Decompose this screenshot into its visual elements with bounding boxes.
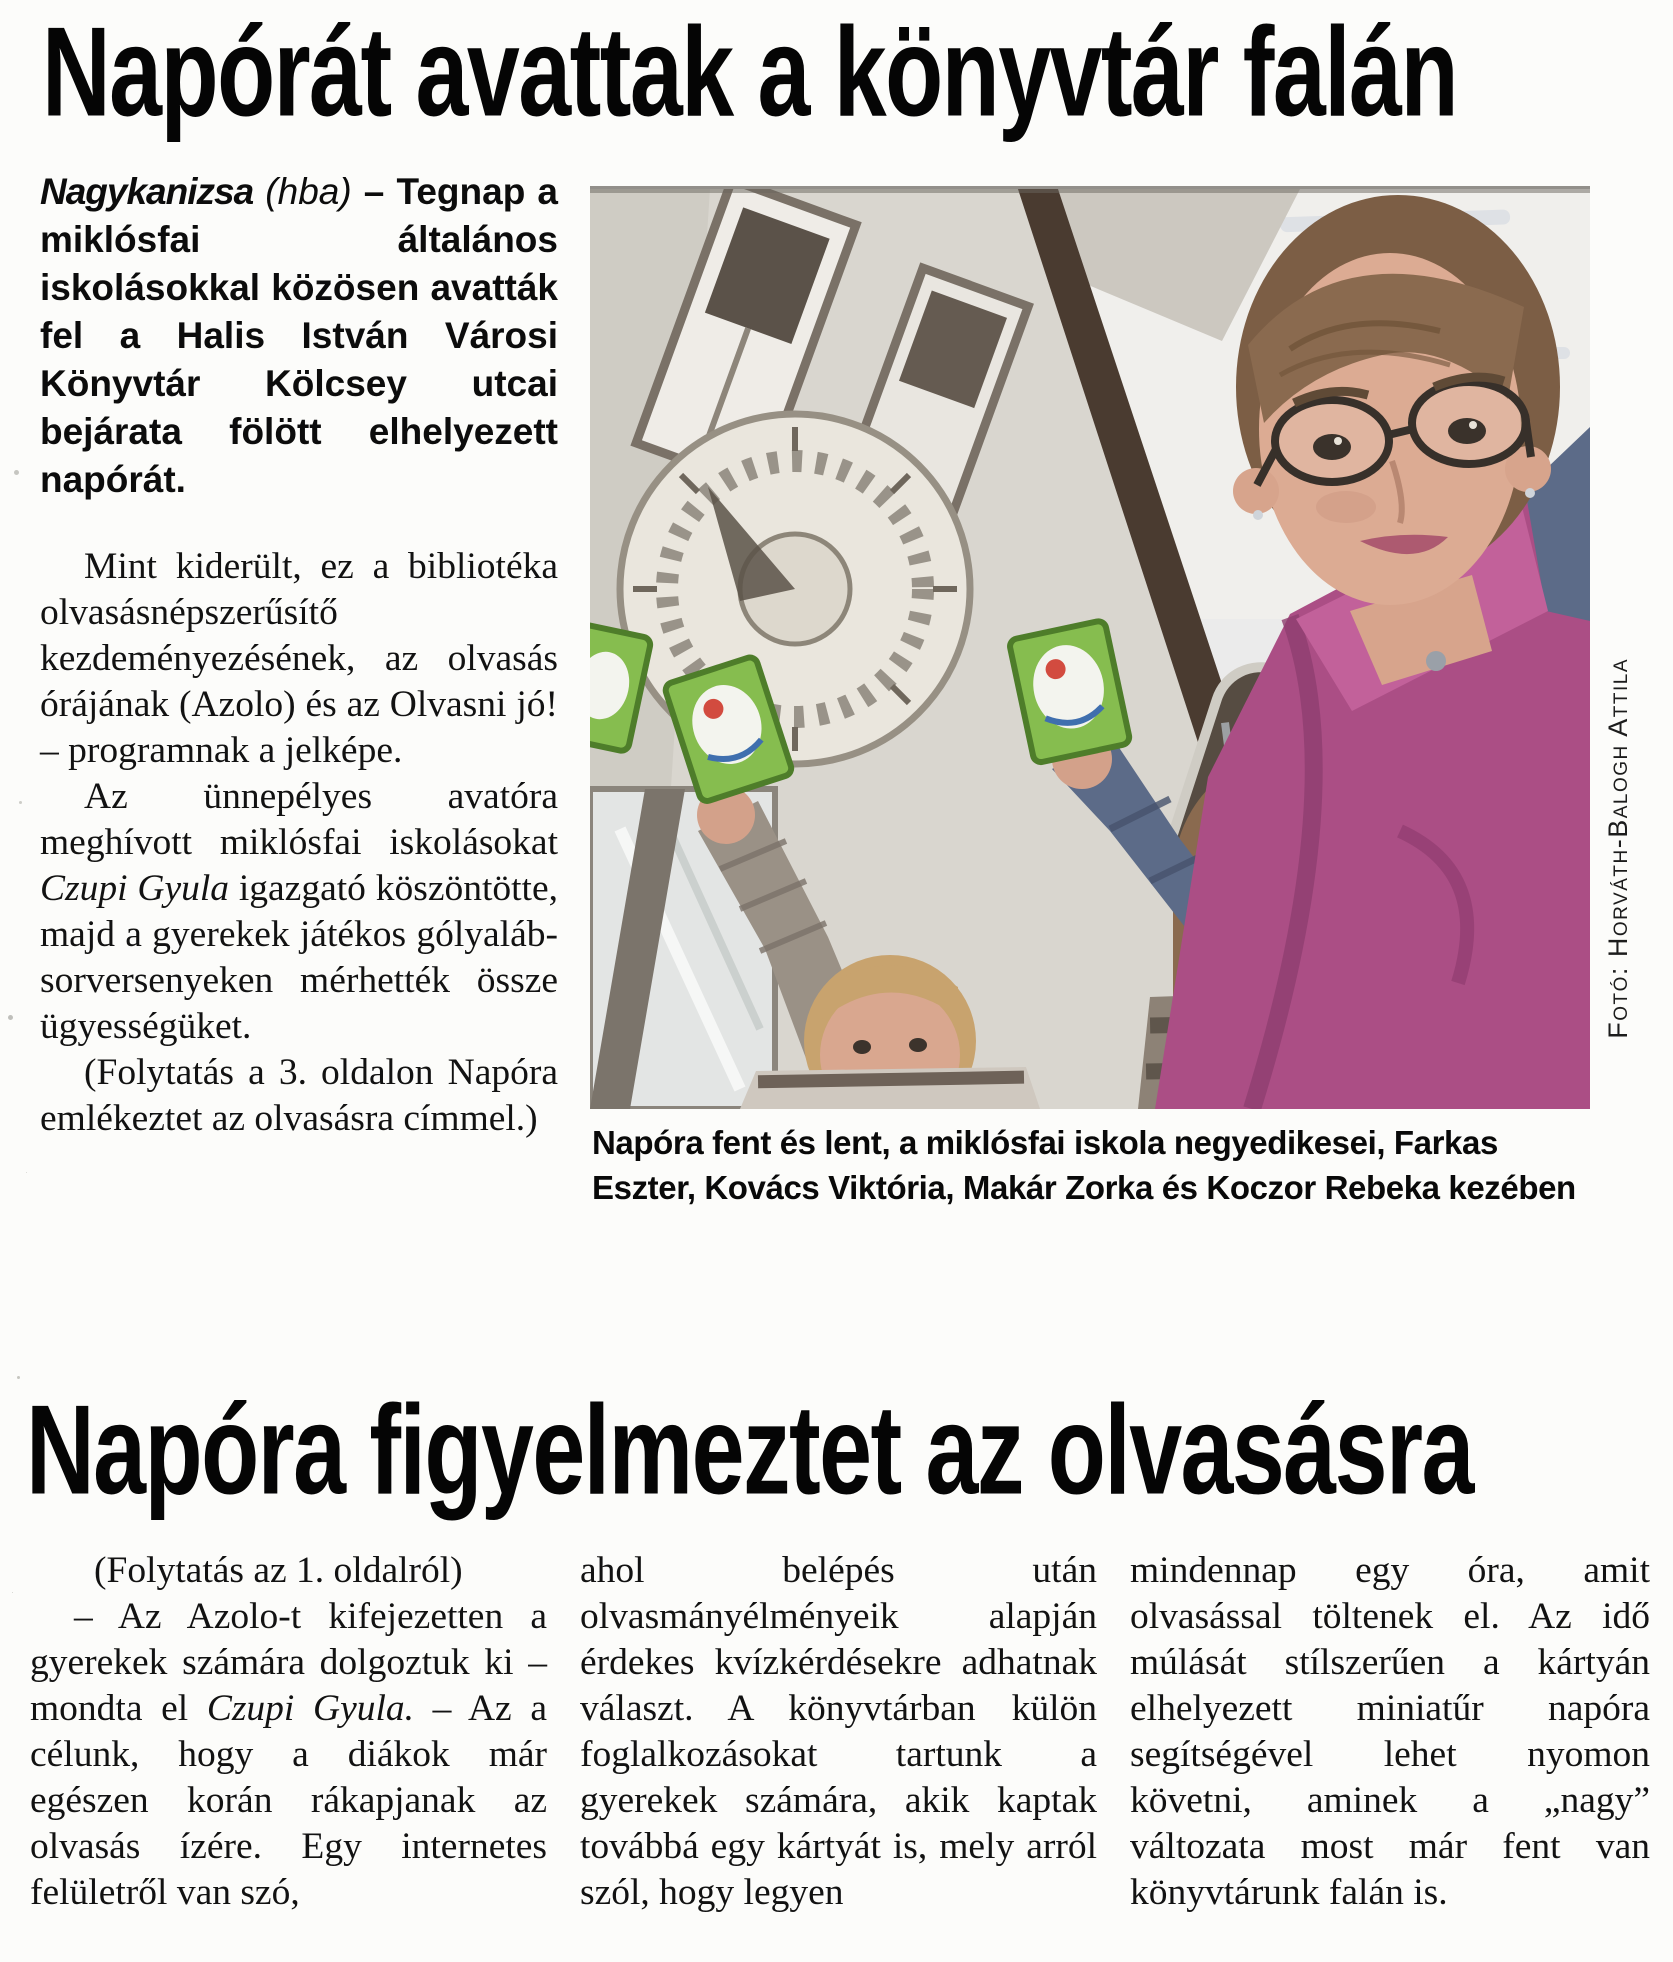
bottom-column-2 [580, 1548, 1097, 1916]
bottom-column-3 [1130, 1548, 1650, 1916]
main-headline [42, 1, 1673, 143]
continuation-note-bottom: (Folytatás az 1. oldalról) [94, 1550, 463, 1591]
photo-caption: Napóra fent és lent, a miklósfai iskola negyedikesei, Farkas Eszter, Kovács Viktória, Makár Zorka és Koczor Rebeka kezében [592, 1124, 1576, 1206]
body-paragraph-1: Mint kiderült, ez a bibliotéka olvasásnépszerűsítő kezdeményezésének, az olvasás órájának (Azolo) és az Olvasni jó! – programnak a jelképe. [40, 546, 558, 771]
bottom-column-1 [30, 1548, 547, 1916]
bottom-col1-paragraph: – Az Azolo-t kifejezetten a gyerekek számára dolgoztuk ki – mondta el Czupi Gyula. – Az a célunk, hogy a diákok már egészen korán rákapjanak az olvasás ízére. Egy internetes felületről van szó, [30, 1596, 547, 1913]
second-headline [26, 1379, 1673, 1521]
body-paragraph-2: Az ünnepélyes avatóra meghívott miklósfai iskolásokat Czupi Gyula igazgató köszöntötte, majd a gyerekek játékos gólyaláb-sorversenyeken mérhették össze ügyességüket. [40, 776, 558, 1047]
zipper-pull [1426, 651, 1446, 671]
news-photo [590, 186, 1590, 1109]
scan-noise [14, 470, 19, 475]
lead-paragraph: Nagykanizsa (hba) – Tegnap a miklósfai általános iskolásokkal közösen avatták fel a Halis István Városi Könyvtár Kölcsey utcai bejárata fölött elhelyezett napórát. [40, 171, 558, 500]
continuation-note-top: (Folytatás a 3. oldalon Napóra emlékeztet az olvasásra címmel.) [40, 1052, 558, 1139]
photo-credit: Fotó: Horváth-Balogh Attila [1602, 657, 1633, 1039]
second-headline-text: Napóra figyelmeztet az olvasásra [26, 1379, 1473, 1521]
bottom-article-columns [30, 1548, 1650, 1916]
lead-article-column [40, 168, 558, 1142]
bottom-col2-paragraph: ahol belépés után olvasmányélményeik alapján érdekes kvízkérdésekre adhatnak választ. A könyvtárban külön foglalkozásokat tartunk a gyerekek számára, akik kaptak továbbá egy kártyát is, mely arról szól, hogy legyen [580, 1550, 1097, 1913]
main-headline-text: Napórát avattak a könyvtár falán [42, 1, 1458, 143]
photo-illustration [590, 189, 1590, 1109]
photo-credit-wrap [1592, 588, 1644, 1108]
bottom-col3-paragraph: mindennap egy óra, amit olvasással töltenek el. Az idő múlását stílszerűen a kártyán elhelyezett miniatűr napóra segítségével lehet nyomon követni, aminek a „nagy” változata most már fent van könyvtárunk falán is. [1130, 1550, 1650, 1913]
photo-top-edge [590, 189, 1590, 193]
